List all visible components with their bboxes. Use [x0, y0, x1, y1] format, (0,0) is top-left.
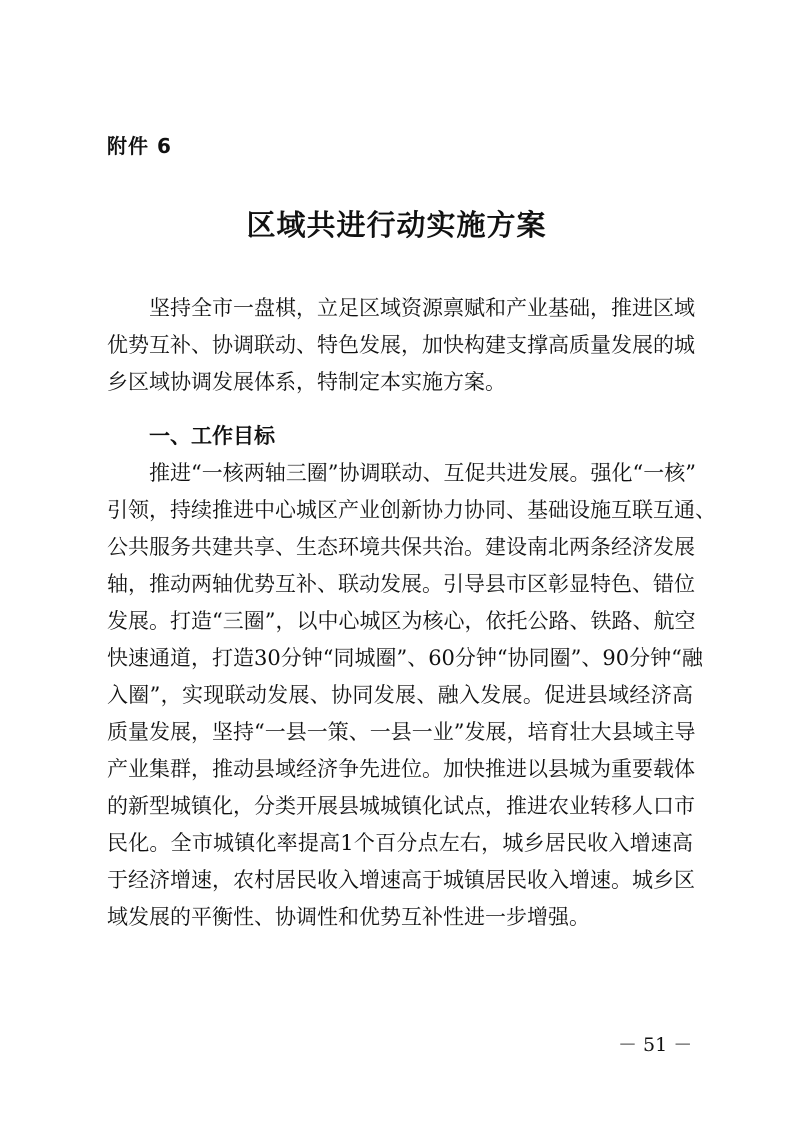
body-line: 公共服务共建共享、生态环境共保共治。建设南北两条经济发展	[107, 535, 695, 559]
body-line: 于经济增速，农村居民收入增速高于城镇居民收入增速。城乡区	[107, 868, 695, 892]
intro-line: 坚持全市一盘棋，立足区域资源禀赋和产业基础，推进区域	[149, 296, 695, 320]
body-line: 发展。打造“三圈”，以中心城区为核心，依托公路、铁路、航空	[107, 609, 696, 633]
body-line: 质量发展，坚持“一县一策、一县一业”发展，培育壮大县域主导	[107, 720, 696, 744]
body-line: 入圈”，实现联动发展、协同发展、融入发展。促进县域经济高	[107, 683, 693, 707]
body-line: 的新型城镇化，分类开展县城城镇化试点，推进农业转移人口市	[107, 794, 695, 818]
body-line: 快速通道，打造30分钟“同城圈”、60分钟“协同圈”、90分钟“融	[107, 646, 703, 670]
intro-line: 乡区域协调发展体系，特制定本实施方案。	[107, 370, 506, 394]
body-line: 产业集群，推动县域经济争先进位。加快推进以县城为重要载体	[107, 757, 695, 781]
annex-label: 附件 6	[107, 134, 172, 158]
section-heading: 一、工作目标	[149, 424, 275, 448]
body-line: 轴，推动两轴优势互补、联动发展。引导县市区彰显特色、错位	[107, 572, 695, 596]
page-number: － 51 －	[618, 1034, 693, 1056]
intro-line: 优势互补、协调联动、特色发展，加快构建支撑高质量发展的城	[107, 333, 695, 357]
body-line: 推进“一核两轴三圈”协调联动、互促共进发展。强化“一核”	[149, 461, 696, 485]
body-line: 域发展的平衡性、协调性和优势互补性进一步增强。	[107, 905, 590, 929]
body-line: 民化。全市城镇化率提高1个百分点左右，城乡居民收入增速高	[107, 831, 693, 855]
document-title: 区域共进行动实施方案	[246, 208, 547, 242]
body-line: 引领，持续推进中心城区产业创新协力协同、基础设施互联互通、	[107, 498, 716, 522]
